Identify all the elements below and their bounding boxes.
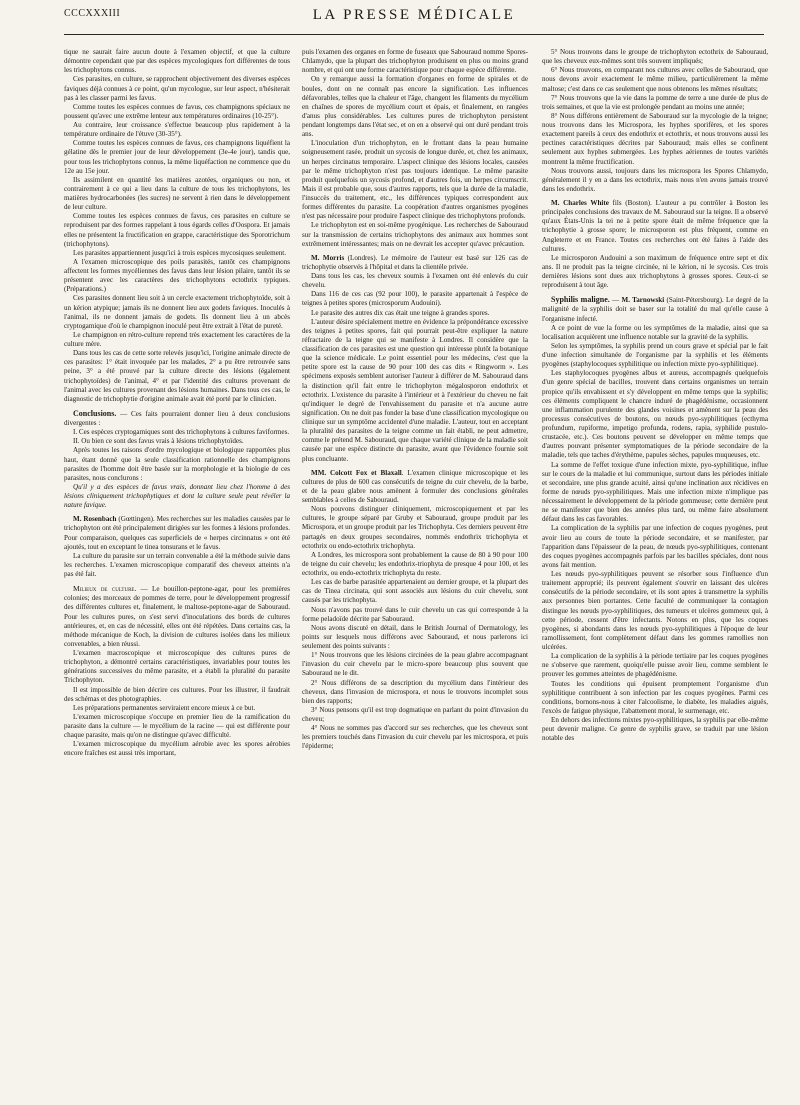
paragraph: Il est impossible de bien décrire ces cultures. Pour les illustrer, il faudrait des schémas et des photographies.: [64, 685, 290, 703]
paragraph: Dans 116 de ces cas (92 pour 100), le parasite appartenait à l'espèce de teignes à petites spores (microsporum Audouini).: [302, 290, 528, 308]
paragraph-text: (Gœttingen). Mes recherches sur les maladies causées par le trichophyton ont été principalement dirigées sur les formes à lésions profondes. Pour comparaison, quelques cas superficiels de « herpes circinnatus » ont été ajoutés, tout en exceptant le tinea tonsurans et le favus.: [64, 515, 290, 551]
paragraph: L'examen microscopique s'occupe en premier lieu de la ramification du parasite dans la culture — le mycélium de la racine — qui est différente pour chaque parasite, mais qu'on ne distingue qu'avec difficulté.: [64, 712, 290, 740]
paragraph-text: — Ces faits pourraient donner lieu à deux conclusions divergentes :: [64, 409, 290, 427]
paragraph: II. Ou bien ce sont des favus vrais à lésions trichophytoïdes.: [73, 437, 244, 446]
paragraph: Dans tous les cas, les cheveux soumis à l'examen ont été enlevés du cuir chevelu.: [302, 272, 528, 290]
page-header: [64, 8, 764, 30]
speaker-name: M. Charles White: [551, 199, 609, 207]
conclusions-paragraph: [64, 409, 290, 428]
paragraph: Après toutes les raisons d'ordre mycologique et biologique rapportées plus haut, étant donné que la seule classification rationnelle des champignons parasites de l'homme doit être basée sur la morphologie et la biologie de ces parasites, nous conclurons :: [64, 446, 290, 482]
syphilis-paragraph: Syphilis maligne. — M. Tarnowski (Saint-Pétersbourg). Le degré de la malignité de la syphilis doit se baser sur la totalité du mal qu'elle cause à l'organisme infecté.: [542, 295, 768, 323]
paragraph: Nous trouvons aussi, toujours dans les microspora les Spores Chlamydo, généralement il y en a dans les ectothrix, mais nous n'en avons jamais trouvé dans les endothrix.: [542, 166, 768, 193]
paragraph-text: (Saint-Pétersbourg). Le degré de la malignité de la syphilis doit se baser sur la totalité du mal qu'elle cause à l'organisme infecté.: [542, 296, 768, 323]
paragraph: Selon les symptômes, la syphilis prend un cours grave et spécial par le fait d'une infection simultanée de l'organisme par la syphilis et les éléments pyogènes (staphylocoques syphilitique ou infection mixte pyo-syphilitique).: [542, 341, 768, 369]
paragraph: L'examen microscopique du mycélium aérobie avec les spores aérobies encore fraîches est aussi très important,: [64, 740, 290, 758]
paragraph: La culture du parasite sur un terrain convenable a été la méthode suivie dans les recherches. L'examen microscopique comparatif des cheveux atteints n'a pas été fait.: [64, 551, 290, 578]
paragraph: Dans tous les cas de cette sorte relevés jusqu'ici, l'origine animale directe de ces parasites: 1° était invoquée par les malades, 2° a pu être retrouvée sans peine, 3° a été prouvé par la culture directe des lésions (également trichophytoïdes) de l'animal, 4° et par l'identité des cultures provenant de l'animal avec les cultures provenant des lésions humaines. Dans tous ces cas, le diagnostic de trichophytie d'origine animale avait été porté par le clinicien.: [64, 349, 290, 403]
paragraph: Le parasite des autres dix cas était une teigne à grandes spores.: [311, 308, 490, 317]
paragraph: Le trichophyton est en soi-même pyogénique. Les recherches de Sabouraud sur la transmission de certains trichophytons des animaux aux hommes sont extrêmement intéressantes; mais on ne devrait les accepter qu'avec précaution.: [302, 221, 528, 248]
paragraph: Ces parasites, en culture, se rapprochent objectivement des diverses espèces faviques déjà connues à ce point, qu'un mycologue, sur leur aspect, n'hésiterait pas à les classer parmi les favus.: [64, 75, 290, 102]
subsection-heading: Milieux de culture.: [73, 584, 137, 594]
section-heading: Conclusions.: [73, 408, 117, 418]
paragraph: Les nœuds pyo-syphilitiques peuvent se résorber sous l'influence d'un traitement approprié; ils peuvent également s'ouvrir en laissant des ulcères consécutifs de la période secondaire, et ils sont aptes à transmettre la syphilis aux personnes bien portantes. Cette faculté de communiquer la contagion distingue les nœuds pyo-syphilitiques, des tumeurs et ulcères gommeux qui, à cette période, cessent d'être infectants. Notons en plus, que les coques pyogènes, si abondants dans les nœuds pyo-syphilitiques à l'époque de leur ramollissement, font complètement défaut dans les gommes ramollies non ulcérées.: [542, 570, 768, 651]
paragraph: Les parasites appartiennent jusqu'ici à trois espèces mycosiques seulement.: [73, 248, 287, 257]
article-body: [64, 48, 768, 1098]
paragraph: Les staphylocoques pyogènes albus et aureus, accompagnés quelquefois d'un genre spécial de bacilles, trouvent dans certains organismes un terrain propice qu'ils envahissent et s'y développent en même temps que la syphilis; ces éléments compliquent le chancre induré de phagédénisme, occasionnent une inflammation purulente des glandes voisines et amènent sur la peau des processus consécutives de boutons, ou nœuds pyo-syphilitiques (ecthyma profundum, rupiforme, impetigo profunda, rodens, rapia, syphilide pustulo-crustacée, etc.). Ces boutons peuvent se développer en même temps que d'autres pouvant présenter symptomatiques de la période secondaire de la maladie, tels que taches d'érythème, papules sèches, papules muqueuses, etc.: [542, 369, 768, 460]
milieux-paragraph: [64, 584, 290, 649]
paragraph: 8° Nous différons entièrement de Sabouraud sur la mycologie de la teigne; nous trouvons dans les Microspora, les hyphes sporifères, et les spores exactement pareils à ceux des endothrix et ectothrix, et nous trouvons aussi les pectines caractéristiques décrites par Sabouraud; mais elles se confinent seulement aux hyphes submergées. Les hyphes aériennes de toutes variétés montrent la même fructification.: [542, 111, 768, 166]
paragraph: Comme toutes les espèces connues de favus, ces parasites en culture se reproduisent par des formes rappelant à tous égards celles d'Oospora. Et jamais elles ne présentent la fructification en grappe, caractéristique des Sporotrichum (trichophytons).: [64, 212, 290, 248]
section-heading: Syphilis maligne.: [551, 295, 610, 305]
paragraph: A ce point de vue la forme ou les symptômes de la maladie, ainsi que sa localisation acquièrent une influence notable sur la gravité de la syphilis.: [542, 323, 768, 341]
paragraph: En dehors des infections mixtes pyo-syphilitiques, la syphilis par elle-même peut devenir maligne. Ce genre de syphilis grave, se traduit par une lésion notable des: [542, 716, 768, 743]
paragraph-text: fils (Boston). L'auteur a pu contrôler à Boston les principales conclusions des travaux de M. Sabouraud sur la teigne. Il a observé qu'aux États-Unis la tei ne à petite spore était de même fréquence que la trichophytie à grosse spore; le microsporon est plus fréquent, comme en Angleterre et en France. Toutes ces recherches ont été faites à l'aide des cultures.: [542, 199, 768, 253]
paragraph: La complication de la syphilis par une infection de coques pyogènes, peut avoir lieu au cours de toute la période secondaire, et se manifester, par l'apparition dans l'épaisseur de la peau, de nœuds pyo-syphilitiques, contenant des coques pyogènes accompagnés parfois par les bacilles spéciales, dont nous avons fait mention.: [542, 524, 768, 569]
paragraph: 3° Nous pensons qu'il est trop dogmatique en parlant du point d'invasion du cheveu;: [302, 705, 528, 723]
paragraph: A Londres, les microspora sont probablement la cause de 80 à 90 pour 100 de teigne du cuir chevelu; les endothrix-triophyta de presque 4 pour 100, et les ectothrix, ou endo-ectothrix trichophyta du reste.: [302, 550, 528, 577]
paragraph: 1° Nous trouvons que les lésions circinées de la peau glabre accompagnant l'invasion du cuir chevelu par le micro-spore beaucoup plus souvent que Sabouraud ne le dit.: [302, 651, 528, 678]
paragraph: tique ne saurait faire aucun doute à l'examen objectif, et que la culture démontre cependant que par des espèces mycologiques fort différentes de tous les trichophytons connus.: [64, 48, 290, 75]
paragraph: Ils assimilent en quantité les matières azotées, organiques ou non, et contrairement à ce qui a lieu dans la culture de tous les trichophytons, les matières hydrocarbonées (les sucres) ne servent à rien dans le développement de leur culture.: [64, 175, 290, 212]
speaker-paragraph: [64, 515, 290, 552]
page-number: CCCXXXIII: [64, 8, 121, 19]
paragraph: Au contraire, leur croissance s'effectue beaucoup plus rapidement à la température ordinaire de l'étuve (30-35°).: [64, 121, 290, 139]
paragraph: I. Ces espèces cryptogamiques sont des trichophytons à cultures faviformes.: [73, 428, 290, 437]
paragraph-text: — Le bouillon-peptone-agar, pour les premières colonies; des morceaux de pommes de terre, pour le développement progressif des différentes cultures et, finalement, le maltose-peptone-agar de Sabouraud. Pour les cultures pures, on s'est servi d'inoculations des bords de cultures antérieures, et, en cas de nécessité, elles ont été répétées. Dans certains cas, la méthode mécanique de Koch, la division de cultures isolées dans les milieux convenables, a bien réussi.: [64, 585, 290, 648]
paragraph: Nous avons discuté en détail, dans le British Journal of Dermatology, les points sur lesquels nous différons avec Sabouraud, et nous parlerons ici seulement des points suivants :: [302, 623, 528, 650]
paragraph: Le microsporon Audouini a son maximum de fréquence entre sept et dix ans. Il ne produit pas la teigne circinée, ni le kérion, ni le sycosis. Ces trois dernières lésions sont dues aux trichophytons à grosses spores. Ceux-ci se reproduisent à tout âge.: [542, 253, 768, 290]
paragraph: L'auteur désire spécialement mettre en évidence la prépondérance excessive des teignes à petites spores, fait qui pourrait peut-être expliquer la nature réfractaire de la teigne qui se manifeste à Londres. Il considère que la classification de ces parasites est une question qui intéresse plutôt la botanique que la science médicale. Le point essentiel pour les médecins, c'est que la petite spore est la cause de 90 pour 100 des cas dits « Ringworm ». Les spécimens exposés semblent autoriser l'auteur à différer de M. Sabouraud dans la distinction qu'il fait entre le trichophyton mégalosporon endothrix et ectothrix. L'existence du parasite à l'intérieur et à l'extérieur du cheveu ne fait qu'indiquer le degré de l'envahissement du parasite et n'a aucune autre signification. On ne doit pas fonder la base d'une classification mycologique ou clinique sur un symptôme accidentel d'une maladie. L'auteur, tout en acceptant la pluralité des parasites de la teigne comme un fait établi, ne peut admettre, comme le prétend M. Sabouraud, que chaque variété clinique de la maladie soit causée par une espèce distincte du parasite, avant que l'évidence fournie soit plus concluante.: [302, 317, 528, 463]
speaker-name: M. Tarnowski: [621, 296, 665, 305]
speaker-name: M. Morris: [311, 253, 345, 262]
paragraph: Nous n'avons pas trouvé dans le cuir chevelu un cas qui corresponde à la forme peladoïde décrite par Sabouraud.: [302, 605, 528, 623]
paragraph: 4° Nous ne sommes pas d'accord sur ses recherches, que les cheveux sont les premiers touchés dans l'invasion du cuir chevelu par les microspora, et puis l'épiderme;: [302, 724, 528, 751]
journal-title: LA PRESSE MÉDICALE: [312, 7, 516, 23]
paragraph: 7° Nous trouvons que la vie dans la pomme de terre a une durée de plus de trois semaines, et que la vie est prolongée pendant au moins une année;: [542, 93, 768, 111]
paragraph: L'inoculation d'un trichophyton, en le frottant dans la peau humaine soigneusement rasée, produit un sycosis de longue durée, et, chez les animaux, un herpes circinatus temporaire. L'aspect clinique des lésions locales, causées par le même trichophyton n'est pas toujours identique. Le même parasite produit quelquefois un sycosis profond, et d'autres fois, un herpes circumscrit. Mais il est probable que, sous d'autres rapports, tels que la durée de la maladie, l'insuccès du traitement, etc., les différences typiques correspondent aux formes différentes du parasite. La coopération d'autres organismes pyogènes n'est pas nécessaire pour produire l'aspect clinique des trichophytons profonds.: [302, 139, 528, 221]
paragraph: Comme toutes les espèces connues de favus, ces champignons liquéfient la gélatine dès le premier jour de leur développement (3e-4e jour), tandis que, pour tous les trichophytons connus, la même liquéfaction ne commence que du 12e au 15e jour.: [64, 139, 290, 175]
speaker-name: M. Rosenbach: [73, 515, 117, 524]
paragraph: L'examen macroscopique et microscopique des cultures pures de trichophyton, a démontré certains caractéristiques, invariables pour toutes les générations successives du même parasite, et a établi la pluralité du parasite Trichophyton.: [64, 649, 290, 685]
paragraph: 6° Nous trouvons, en comparant nos cultures avec celles de Sabouraud, que nous devons avoir exactement le même milieu, particulièrement la même maltose; c'est dans ce cas seulement que nous obtenons les mêmes résultats;: [542, 66, 768, 93]
speaker-paragraph: [302, 254, 528, 272]
speaker-paragraph: [302, 469, 528, 506]
paragraph: Toutes les conditions qui épuisent promptement l'organisme d'un syphilitique contribuent à son infection par les coques pyogènes. Parmi ces conditions, bornons-nous à citer l'alcoolisme, le diabète, les maladies aiguës, l'excès de fatigue physique, l'abattement moral, le surmenage, etc.: [542, 679, 768, 715]
paragraph-text: (Londres). Le mémoire de l'auteur est basé sur 126 cas de trichophytie observés à l'hôpital et dans la clientèle privée.: [302, 253, 528, 271]
paragraph: On y remarque aussi la formation d'organes en forme de spirales et de boules, dont on ne connaît pas encore la signification. Les influences défavorables, telles que la chaleur et l'âge, changent les filaments du mycélium en chaînes de spores de mycélium court et épais, et finalement, en rangées d'anus plus considérables. Les cultures pures de trichophyton persistent pendant longtemps dans l'état sec, et on en a observé qui ont duré pendant trois ans.: [302, 75, 528, 139]
paragraph: Les cas de barbe parasitée appartenaient au dernier groupe, et la plupart des cas de Tinea circinata, qui sont associés aux lésions du cuir chevelu, sont causés par les trichophyta.: [302, 578, 528, 605]
speaker-paragraph: [542, 199, 768, 254]
paragraph: A l'examen microscopique des poils parasités, tantôt ces champignons affectent les formes mycéliennes des favus dans leur lésion pilaire, tantôt ils se présentent avec les caractères des trichophytons ectothrix typiques. (Préparations.): [64, 257, 290, 294]
paragraph: 2° Nous différons de sa description du mycélium dans l'intérieur des cheveux, dans l'invasion de microspora, et nous le trouvons incomplet sous bien des rapports;: [302, 678, 528, 705]
paragraph: puis l'examen des organes en forme de fuseaux que Sabouraud nomme Spores-Chlamydo, que la plupart des trichophyton produisent en plus ou moins grand nombre, et qui ont une forme caractéristique pour chaque espèce différente.: [302, 48, 528, 75]
speaker-name: MM. Colcott Fox et Blaxall: [311, 468, 402, 477]
column-2: [302, 48, 528, 1098]
paragraph: La complication de la syphilis à la période tertiaire par les coques pyogènes ne s'observe que rarement, quoiqu'elle puisse avoir lieu, comme semblent le prouver les gommes atteintes de phagédénisme.: [542, 652, 768, 679]
header-rule: [64, 34, 764, 35]
paragraph: 5° Nous trouvons dans le groupe de trichophyton ectothrix de Sabouraud, que les cheveux eux-mêmes sont très souvent impliqués;: [542, 48, 768, 66]
paragraph-text: . L'examen clinique microscopique et les cultures de plus de 600 cas consécutifs de teigne du cuir chevelu, de la barbe, et de la peau glabre nous amènent à formuler des conclusions générales semblables à celles de Sabouraud.: [302, 468, 528, 504]
column-1: [64, 48, 290, 1098]
paragraph: Qu'il y a des espèces de favus vrais, donnant lieu chez l'homme à des lésions cliniquement trichophytiques et dont la culture seule peut révéler la nature favique.: [64, 482, 290, 510]
paragraph: Les préparations permanentes serviraient encore mieux à ce but.: [73, 703, 256, 712]
paragraph: Nous pouvons distinguer cliniquement, microscopiquement et par les cultures, le groupe séparé par Gruby et Sabouraud, groupe produit par les Microspora, et un groupe produit par les Trichophyta. Ces derniers peuvent être partagés en deux groupes secondaires, nommés endothrix trichophyta et ectothrix ou endo-ectothrix trichophyta.: [302, 505, 528, 550]
paragraph: La somme de l'effet toxique d'une infection mixte, pyo-syphilitique, influe sur le cours de la maladie et lui communique, surtout dans les périodes initiale et secondaire, une plus grande acuité, ainsi qu'une inclination aux récidives en forme de nœuds pyo-syphilitiques. Mais une infection mixte n'implique pas nécessairement le développement de la période gommeuse; cette dernière peut ne se manifester que bien des années plus tard, ou même faire absolument défaut dans les cas favorables.: [542, 460, 768, 524]
paragraph: Comme toutes les espèces connues de favus, ces champignons spéciaux ne poussent qu'avec une extrême lenteur aux températures ordinaires (10-25°).: [64, 102, 290, 120]
column-3: [542, 48, 768, 1098]
paragraph: Le champignon en rétro-culture reprend très exactement les caractères de la culture mère.: [64, 330, 290, 348]
paragraph: Ces parasites donnent lieu soit à un cercle exactement trichophytoïde, soit à un kérion atypique; jamais ils ne donnent lieu aux godets faviques. Inoculés à l'animal, ils ne donnent jamais de godets. Ils donnent lieu à un abcès cryptogamique d'où le champignon inoculé peut être extrait à l'état de pureté.: [64, 294, 290, 330]
